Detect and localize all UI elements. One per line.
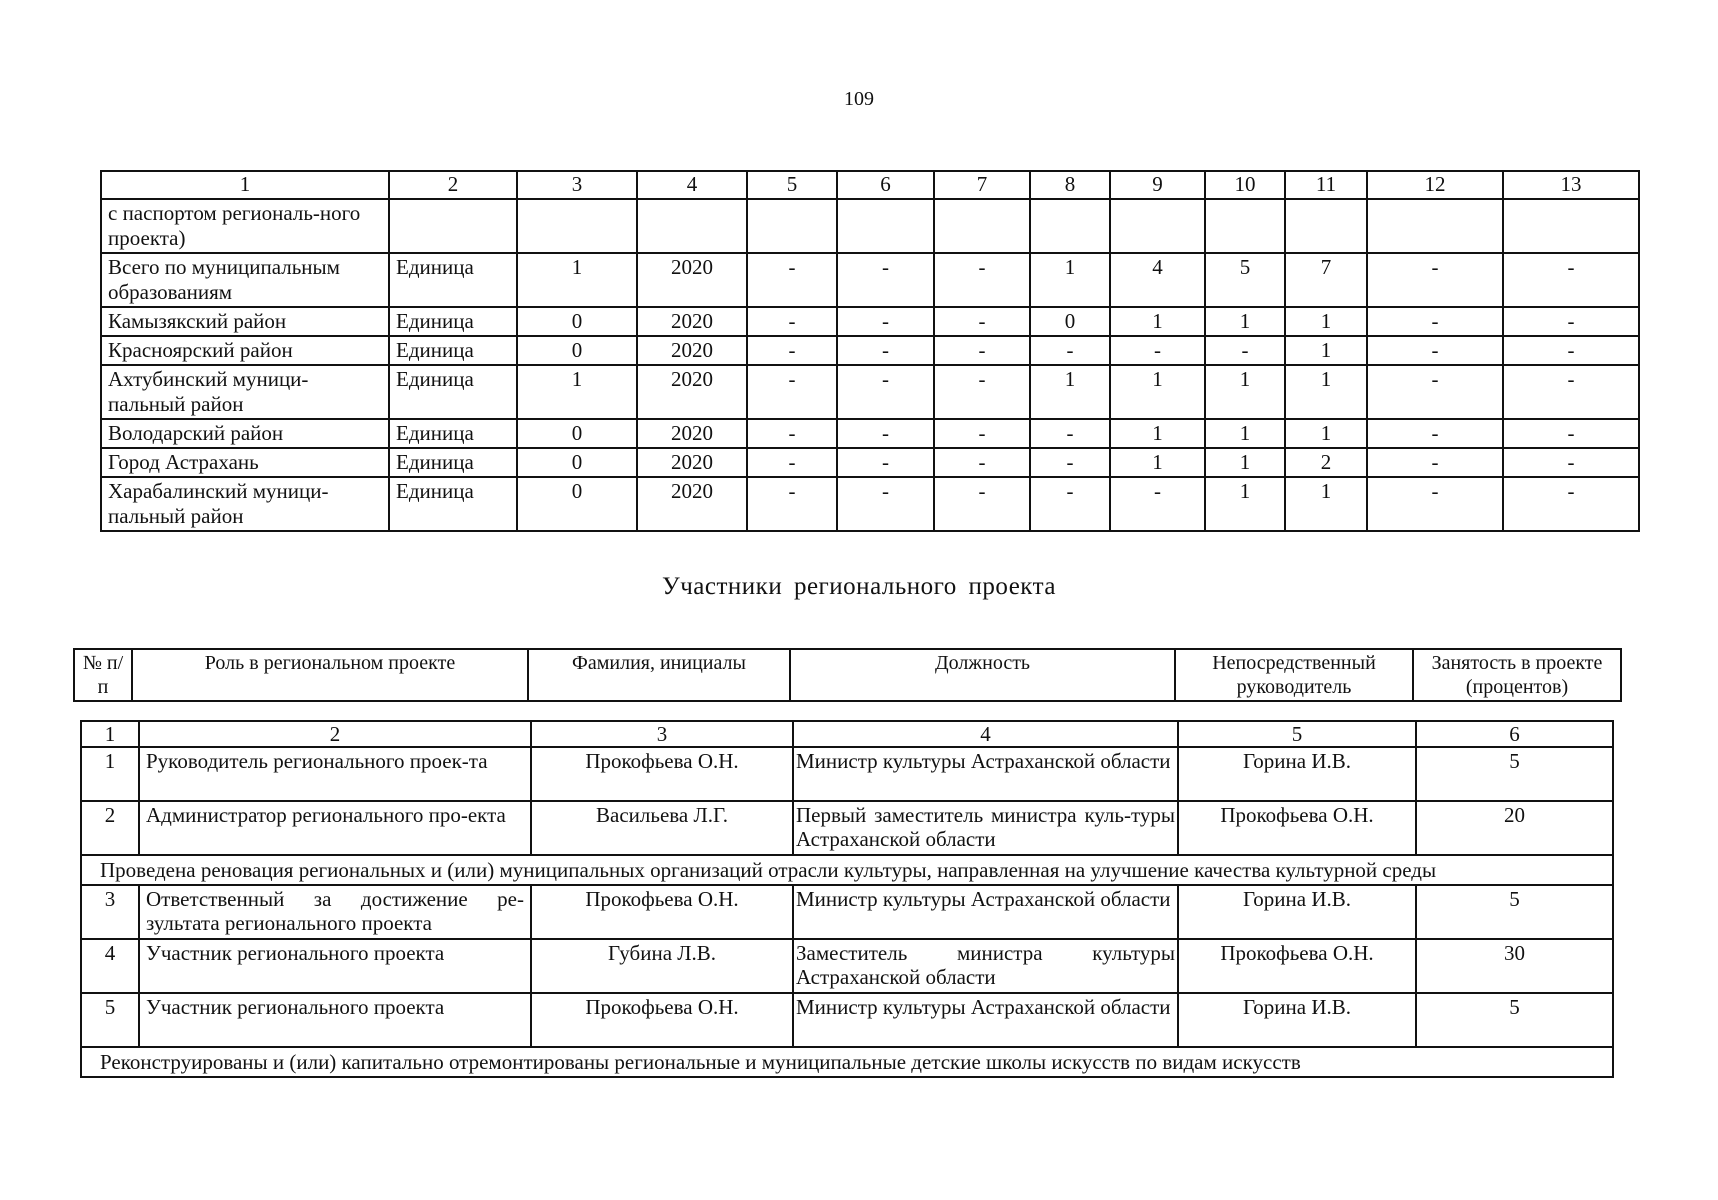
column-number: 6 — [1416, 721, 1613, 747]
table-cell — [837, 199, 934, 253]
table-cell: 1 — [1205, 307, 1285, 336]
column-number: 5 — [1178, 721, 1416, 747]
table-cell: - — [934, 307, 1030, 336]
table-cell: 2020 — [637, 253, 747, 307]
municipality-cell: Харабалинский муници-пальный район — [101, 477, 389, 531]
municipality-cell: с паспортом региональ-ного проекта) — [101, 199, 389, 253]
table-cell — [1367, 199, 1503, 253]
column-header: Непосредственный руководитель — [1175, 649, 1413, 701]
name-cell: Прокофьева О.Н. — [531, 747, 793, 801]
column-header: № п/п — [74, 649, 132, 701]
column-number-row — [101, 171, 1639, 199]
table-cell — [637, 199, 747, 253]
participant-row — [81, 747, 1613, 801]
table-cell: - — [1503, 477, 1639, 531]
table-cell: - — [1030, 419, 1110, 448]
table-cell: 0 — [517, 336, 637, 365]
role-cell: Руководитель регионального проек-та — [139, 747, 531, 801]
column-number: 3 — [517, 171, 637, 199]
header-row — [74, 649, 1621, 701]
table-cell: 1 — [1205, 477, 1285, 531]
percent-cell: 5 — [1416, 885, 1613, 939]
table-cell — [1503, 199, 1639, 253]
percent-cell: 20 — [1416, 801, 1613, 855]
table-cell: 4 — [1110, 253, 1205, 307]
row-number: 1 — [81, 747, 139, 801]
table-cell: - — [1367, 477, 1503, 531]
position-cell: Первый заместитель министра куль-туры Астраханской области — [793, 801, 1178, 855]
table-row — [101, 199, 1639, 253]
name-cell: Губина Л.В. — [531, 939, 793, 993]
column-number: 8 — [1030, 171, 1110, 199]
table-cell: - — [837, 448, 934, 477]
table-cell: Единица — [389, 253, 517, 307]
table-cell — [934, 199, 1030, 253]
participant-row — [81, 993, 1613, 1047]
table-cell: - — [934, 365, 1030, 419]
table-cell: 1 — [1110, 365, 1205, 419]
table-cell — [517, 199, 637, 253]
municipality-cell: Красноярский район — [101, 336, 389, 365]
name-cell: Васильева Л.Г. — [531, 801, 793, 855]
table-cell: - — [1110, 336, 1205, 365]
table-cell: 2020 — [637, 336, 747, 365]
manager-cell: Горина И.В. — [1178, 993, 1416, 1047]
column-number: 11 — [1285, 171, 1367, 199]
table-cell: Единица — [389, 448, 517, 477]
table-cell: - — [1367, 365, 1503, 419]
table-cell: 1 — [1030, 253, 1110, 307]
position-cell: Заместитель министра культуры Астраханской области — [793, 939, 1178, 993]
table-cell: 1 — [1110, 419, 1205, 448]
table-row — [101, 365, 1639, 419]
role-cell: Участник регионального проекта — [139, 993, 531, 1047]
column-number: 13 — [1503, 171, 1639, 199]
table-cell: - — [934, 477, 1030, 531]
table-cell: 2020 — [637, 307, 747, 336]
position-cell: Министр культуры Астраханской области — [793, 747, 1178, 801]
name-cell: Прокофьева О.Н. — [531, 993, 793, 1047]
table-cell: Единица — [389, 307, 517, 336]
column-header: Фамилия, инициалы — [528, 649, 790, 701]
table-cell: - — [747, 419, 837, 448]
column-number: 12 — [1367, 171, 1503, 199]
table-cell: Единица — [389, 365, 517, 419]
table-cell: - — [1205, 336, 1285, 365]
table-cell: 0 — [517, 419, 637, 448]
table-cell: 1 — [1205, 419, 1285, 448]
table-cell — [1285, 199, 1367, 253]
table-cell: 1 — [517, 365, 637, 419]
table-cell: 1 — [1205, 365, 1285, 419]
table-cell: Единица — [389, 419, 517, 448]
table-cell: 1 — [1030, 365, 1110, 419]
table-cell: - — [1030, 448, 1110, 477]
role-cell: Ответственный за достижение ре-зультата регионального проекта — [139, 885, 531, 939]
municipality-cell: Всего по муниципальным образованиям — [101, 253, 389, 307]
table-cell: - — [747, 307, 837, 336]
name-cell: Прокофьева О.Н. — [531, 885, 793, 939]
table-cell: - — [934, 448, 1030, 477]
table-cell: 0 — [1030, 307, 1110, 336]
table-cell: Единица — [389, 336, 517, 365]
table-cell: - — [837, 336, 934, 365]
column-number: 10 — [1205, 171, 1285, 199]
result-row — [81, 1047, 1613, 1077]
table-cell: 5 — [1205, 253, 1285, 307]
municipality-cell: Камызякский район — [101, 307, 389, 336]
table-cell: - — [1367, 253, 1503, 307]
table-cell: - — [747, 448, 837, 477]
table-cell: 0 — [517, 307, 637, 336]
table-cell: 2020 — [637, 477, 747, 531]
table-cell: - — [1503, 336, 1639, 365]
role-cell: Участник регионального проекта — [139, 939, 531, 993]
table-cell: - — [1030, 477, 1110, 531]
table-cell: - — [747, 365, 837, 419]
table-cell — [1110, 199, 1205, 253]
table-cell: 1 — [1285, 419, 1367, 448]
table-cell: - — [934, 336, 1030, 365]
table-cell: Единица — [389, 477, 517, 531]
table-cell: 1 — [1110, 307, 1205, 336]
result-text: Проведена реновация региональных и (или) муниципальных организаций отрасли культуры, направленная на улучшение качества культурной среды — [81, 855, 1613, 885]
table-row — [101, 307, 1639, 336]
column-number: 4 — [637, 171, 747, 199]
participants-table — [80, 720, 1614, 1078]
table-cell: - — [837, 307, 934, 336]
column-number: 6 — [837, 171, 934, 199]
participant-row — [81, 939, 1613, 993]
column-number: 2 — [389, 171, 517, 199]
manager-cell: Прокофьева О.Н. — [1178, 801, 1416, 855]
municipality-cell: Ахтубинский муници-пальный район — [101, 365, 389, 419]
column-number: 9 — [1110, 171, 1205, 199]
participant-row — [81, 885, 1613, 939]
percent-cell: 5 — [1416, 747, 1613, 801]
row-number: 5 — [81, 993, 139, 1047]
table-cell — [1030, 199, 1110, 253]
table-cell: - — [1503, 448, 1639, 477]
section-title: Участники регионального проекта — [662, 573, 1056, 600]
table-cell: - — [1503, 307, 1639, 336]
column-number: 7 — [934, 171, 1030, 199]
manager-cell: Прокофьева О.Н. — [1178, 939, 1416, 993]
table-cell: 7 — [1285, 253, 1367, 307]
table-row — [101, 419, 1639, 448]
column-header: Занятость в проекте (процентов) — [1413, 649, 1621, 701]
table-cell: 2020 — [637, 419, 747, 448]
manager-cell: Горина И.В. — [1178, 885, 1416, 939]
row-number: 3 — [81, 885, 139, 939]
table-cell: - — [1367, 419, 1503, 448]
table-row — [101, 336, 1639, 365]
table-cell: - — [747, 336, 837, 365]
table-cell: - — [1503, 365, 1639, 419]
result-row — [81, 855, 1613, 885]
table-cell: - — [1367, 448, 1503, 477]
row-number: 2 — [81, 801, 139, 855]
column-number: 4 — [793, 721, 1178, 747]
column-number: 2 — [139, 721, 531, 747]
table-cell: - — [837, 477, 934, 531]
table-cell: - — [1367, 307, 1503, 336]
percent-cell: 30 — [1416, 939, 1613, 993]
participants-header-table — [73, 648, 1622, 702]
table-cell: - — [747, 477, 837, 531]
table-cell: 1 — [517, 253, 637, 307]
table-cell: 1 — [1205, 448, 1285, 477]
table-cell: 1 — [1285, 477, 1367, 531]
table-cell: 1 — [1285, 336, 1367, 365]
row-number: 4 — [81, 939, 139, 993]
table-cell: 0 — [517, 448, 637, 477]
role-cell: Администратор регионального про-екта — [139, 801, 531, 855]
table-cell: - — [837, 419, 934, 448]
percent-cell: 5 — [1416, 993, 1613, 1047]
table-cell: - — [1030, 336, 1110, 365]
table-cell: - — [1110, 477, 1205, 531]
indicator-table — [100, 170, 1640, 532]
table-cell — [747, 199, 837, 253]
table-cell: 0 — [517, 477, 637, 531]
table-cell: - — [747, 253, 837, 307]
table-cell: 2020 — [637, 365, 747, 419]
table-cell: 1 — [1110, 448, 1205, 477]
table-cell: - — [934, 419, 1030, 448]
table-cell: - — [837, 253, 934, 307]
column-number: 1 — [81, 721, 139, 747]
table-cell: - — [1503, 253, 1639, 307]
column-number: 1 — [101, 171, 389, 199]
table-cell — [1205, 199, 1285, 253]
position-cell: Министр культуры Астраханской области — [793, 993, 1178, 1047]
position-cell: Министр культуры Астраханской области — [793, 885, 1178, 939]
table-cell: - — [934, 253, 1030, 307]
manager-cell: Горина И.В. — [1178, 747, 1416, 801]
column-number-row — [81, 721, 1613, 747]
participant-row — [81, 801, 1613, 855]
table-row — [101, 477, 1639, 531]
municipality-cell: Володарский район — [101, 419, 389, 448]
table-cell: 1 — [1285, 307, 1367, 336]
page-number: 109 — [844, 88, 874, 110]
table-row — [101, 253, 1639, 307]
table-row — [101, 448, 1639, 477]
table-cell: 2 — [1285, 448, 1367, 477]
column-header: Должность — [790, 649, 1175, 701]
table-cell: 1 — [1285, 365, 1367, 419]
table-cell: 2020 — [637, 448, 747, 477]
column-header: Роль в региональном проекте — [132, 649, 528, 701]
result-text: Реконструированы и (или) капитально отремонтированы региональные и муниципальные детские школы искусств по видам искусств — [81, 1047, 1613, 1077]
table-cell: - — [837, 365, 934, 419]
table-cell: - — [1367, 336, 1503, 365]
column-number: 5 — [747, 171, 837, 199]
column-number: 3 — [531, 721, 793, 747]
table-cell: - — [1503, 419, 1639, 448]
table-cell — [389, 199, 517, 253]
municipality-cell: Город Астрахань — [101, 448, 389, 477]
